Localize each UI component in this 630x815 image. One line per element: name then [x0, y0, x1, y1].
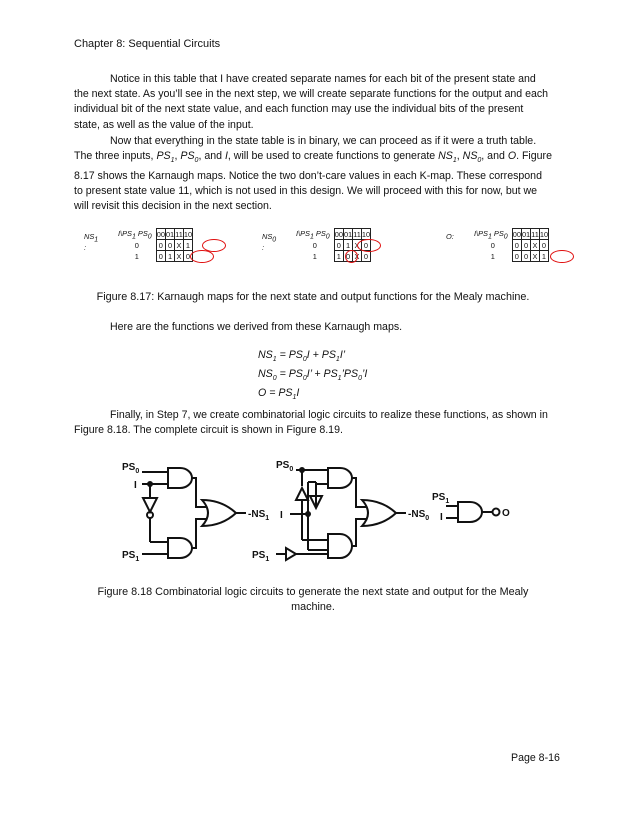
- kmap-cell: 0: [521, 251, 530, 262]
- label-i-ns1: I: [134, 480, 137, 491]
- kmap-row-label: 0: [312, 240, 317, 250]
- equations-block: [258, 348, 367, 405]
- or-gate-ns1: [202, 500, 236, 526]
- inverter-ns1: [143, 498, 157, 512]
- junction-dot: [299, 467, 305, 473]
- junction-dot: [147, 481, 153, 487]
- and-gate-ns0-top: [328, 468, 352, 488]
- kmap-cell: X: [532, 240, 538, 250]
- kmap-cell: X: [176, 240, 182, 250]
- kmap-col-header: 10: [539, 229, 549, 239]
- logic-circuit-diagram: [110, 458, 520, 568]
- kmap-cell: 0: [343, 251, 352, 262]
- kmap-cell: 0: [183, 251, 192, 262]
- kmap-cell: 1: [539, 251, 548, 262]
- kmap-row-label: 0: [490, 240, 495, 250]
- kmap-row-label: 0: [134, 240, 139, 250]
- equation-ns0: $NS_0 = PS_0I$’ + $PS_1’PS_0’I$: [258, 368, 368, 383]
- and-gate-ns1-top: [168, 468, 192, 488]
- junction-dot: [305, 511, 311, 517]
- kmap-corner-label: $I\backslash PS_1$ $PS_0$: [296, 228, 330, 240]
- kmap-o-table: [474, 228, 549, 262]
- label-ns1: $-NS_1$: [248, 509, 270, 522]
- kmap-cell: 0: [539, 240, 548, 251]
- kmap-cell: 0: [512, 240, 521, 251]
- group-circle: [550, 250, 574, 263]
- kmap-cell: 0: [361, 240, 370, 251]
- figure-8-18-caption-line2: machine.: [291, 601, 335, 613]
- kmap-cell: 0: [165, 240, 174, 251]
- kmap-ns1-title: $NS_1$ :: [84, 232, 99, 253]
- label-i-ns0: I: [280, 510, 283, 521]
- paragraph-step-7: Finally, in Step 7, we create combinatorial logic circuits to realize these functions, as shown in Figure 8.18. The complete circuit is shown in Figure 8.19.: [74, 409, 548, 437]
- kmap-ns1-table: [118, 228, 193, 262]
- output-node: [493, 509, 500, 516]
- kmap-cell: 0: [512, 251, 521, 262]
- kmap-col-header: 11: [175, 229, 183, 239]
- kmap-cell: X: [354, 251, 360, 261]
- and-gate-ns1-bottom: [168, 538, 192, 558]
- inverter-ps0: [296, 488, 308, 500]
- label-i-o: I: [440, 512, 443, 523]
- figure-8-18-caption: [74, 585, 552, 615]
- label-o: O: [502, 508, 510, 519]
- kmap-ns0-title: $NS_0$ :: [262, 232, 277, 253]
- kmap-o-title: O:: [446, 232, 454, 241]
- kmap-cell: X: [176, 251, 182, 261]
- kmap-cell: 0: [156, 240, 165, 251]
- kmap-cell: 0: [156, 251, 165, 262]
- kmap-cell: 1: [165, 251, 174, 262]
- chapter-header: Chapter 8: Sequential Circuits: [74, 38, 221, 50]
- kmap-col-header: 00: [334, 229, 343, 239]
- kmap-row-label: 1: [490, 251, 495, 261]
- kmap-col-header: 11: [353, 229, 361, 239]
- kmap-cell: 1: [334, 251, 343, 262]
- and-gate-ns0-bottom: [328, 534, 352, 558]
- paragraph-functions-intro: Here are the functions we derived from these Karnaugh maps.: [110, 321, 403, 333]
- label-ps0-ns1: $PS_0$: [122, 462, 140, 475]
- figure-8-17-caption: Figure 8.17: Karnaugh maps for the next state and output functions for the Mealy machine.: [96, 291, 530, 303]
- paragraph-state-names: Notice in this table that I have created separate names for each bit of the present state and the next state. As you’ll see in the next step, we will create separate functions for the output and each individual bit of the next state value, and each function may use the individual bits of the present state, as well as the value of the input.: [74, 73, 549, 131]
- kmap-col-header: 01: [343, 229, 353, 239]
- equation-ns1: $NS_1 = PS_0I + PS_1I$’: [258, 349, 346, 364]
- equation-o: $O = PS_1I$: [258, 387, 300, 402]
- kmap-cell: X: [532, 251, 538, 261]
- kmap-col-header: 10: [361, 229, 371, 239]
- figure-8-18-caption-line1: Figure 8.18 Combinatorial logic circuits to generate the next state and output for the Mealy: [97, 586, 529, 598]
- kmap-row-label: 1: [134, 251, 139, 261]
- and-gate-o: [458, 502, 482, 522]
- kmap-col-header: 00: [512, 229, 521, 239]
- or-gate-ns0: [362, 500, 396, 526]
- label-ps0-ns0: $PS_0$: [276, 460, 294, 473]
- kmap-row-label: 1: [312, 251, 317, 261]
- kmap-col-header: 01: [165, 229, 175, 239]
- label-ps1-ns0: $PS_1$: [252, 550, 270, 563]
- group-circle: [345, 250, 358, 263]
- kmap-cell: X: [354, 240, 360, 250]
- inverter-ps1: [286, 548, 296, 560]
- kmap-col-header: 11: [531, 229, 539, 239]
- kmap-col-header: 00: [156, 229, 165, 239]
- page-number: Page 8-16: [511, 752, 560, 764]
- label-ps1-ns1: $PS_1$: [122, 550, 140, 563]
- kmap-corner-label: $I\backslash PS_1$ $PS_0$: [118, 228, 152, 240]
- kmap-cell: 1: [343, 240, 352, 251]
- group-circle: [190, 250, 214, 263]
- kmap-col-header: 10: [183, 229, 193, 239]
- group-circle: [357, 239, 381, 252]
- label-ns0: $-NS_0$: [408, 509, 430, 522]
- kmap-cell: 0: [334, 240, 343, 251]
- label-ps1-o: $PS_1$: [432, 492, 450, 505]
- paragraph-truth-table: Now that everything in the state table is in binary, we can proceed as if it were a truth table. The three inputs, $PS_1$, $PS_0$, and I, will be used to create functions to generate $NS_1$, $NS_0$, and O. Figure 8.17 shows the Karnaugh maps. Notice the two don’t-care values in each K-map. These correspond to present state value 11, which is not used in this design. We will proceed with this for now, but we will revisit this decision in the next section.: [74, 135, 552, 212]
- kmap-cell: 0: [361, 251, 370, 262]
- kmap-cell: 1: [183, 240, 192, 251]
- kmap-col-header: 01: [521, 229, 531, 239]
- kmap-cell: 0: [521, 240, 530, 251]
- kmap-corner-label: $I\backslash PS_1$ $PS_0$: [474, 228, 508, 240]
